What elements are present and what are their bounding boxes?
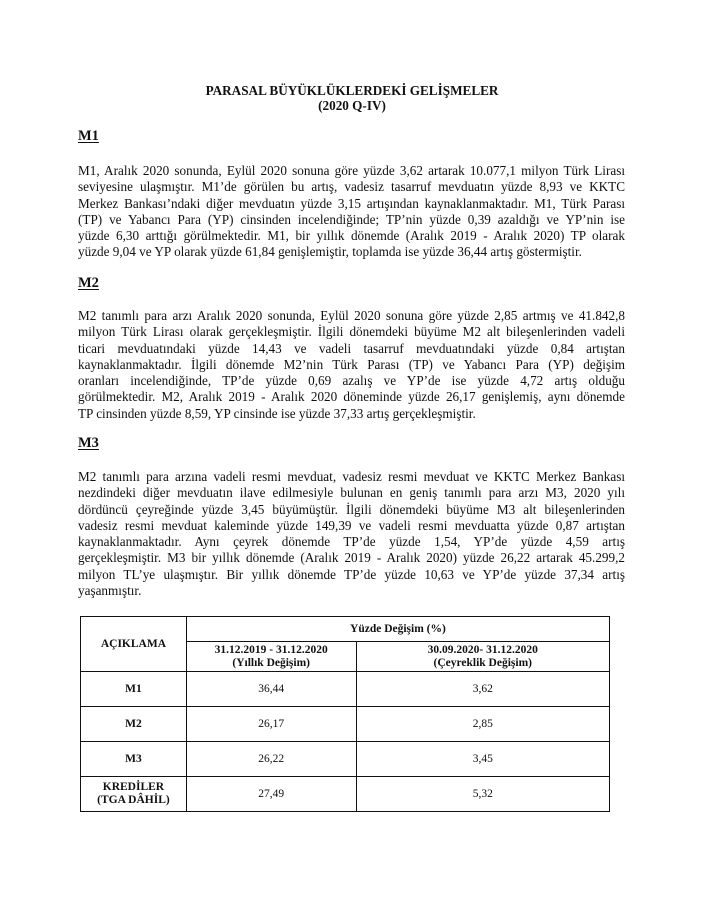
section-body-m3 (78, 469, 625, 599)
column-header-description: AÇIKLAMA (81, 617, 187, 672)
title-period: (2020 Q-IV) (318, 98, 386, 113)
section-body-m1 (78, 163, 625, 261)
quarterly-note: (Çeyreklik Değişim) (433, 656, 532, 669)
text-line: gerçekleşmiştir. M3 bir yıllık dönemde (Aralık 2019 - Aralık 2020) yüzde 26,22 artarak 45.299,2 (78, 550, 625, 566)
section-heading-m3: M3 (78, 435, 99, 451)
text-line: görülmektedir. M2, Aralık 2019 - Aralık 2020 döneminde yüzde 26,17 genişlemiş, aynı dönemde (78, 389, 625, 405)
table-row-m2 (81, 707, 610, 742)
percentage-change-table (80, 616, 610, 812)
row-label: M1 (81, 672, 187, 707)
quarterly-range: 30.09.2020- 31.12.2020 (427, 643, 538, 656)
text-line: yüzde 6,30 arttığı görülmektedir. M1, bir yıllık dönemde (Aralık 2019 - Aralık 2020) TP olarak (78, 228, 625, 244)
text-line: vadesiz resmi mevduat kaleminde yüzde 149,39 ve vadeli resmi mevduatta yüzde 0,87 artıştan (78, 517, 625, 533)
text-line: milyon TL’ye ulaşmıştır. Bir yıllık dönemde TP’de yüzde 10,63 ve YP’de yüzde 37,34 artış (78, 566, 625, 582)
quarterly-value: 3,45 (356, 742, 609, 777)
text-line: yaşanmıştır. (78, 583, 142, 599)
table-header-row (81, 617, 610, 642)
quarterly-value: 3,62 (356, 672, 609, 707)
section-heading-m2: M2 (78, 275, 99, 291)
document-title (0, 83, 704, 113)
text-line: kaynaklanmaktadır. İlgili dönemde M2’nin Türk Parası (TP) ve Yabancı Para (YP) değişim (78, 356, 625, 372)
yearly-value: 26,22 (186, 742, 356, 777)
text-line: TP cinsinden yüzde 8,59, YP cinsinde ise yüzde 37,33 artış gerçekleşmiştir. (78, 405, 476, 421)
section-body-m2 (78, 308, 625, 422)
text-line: M2 tanımlı para arzına vadeli resmi mevduat, vadesiz resmi mevduat ve KKTC Merkez Bankası (78, 469, 625, 484)
text-line: seviyesine ulaşmıştır. M1’de görülen bu artış, vadesiz tasarruf mevduatın yüzde 8,93 ve KKTC (78, 179, 625, 195)
row-label-line2: (TGA DÂHİL) (97, 794, 170, 806)
quarterly-value: 5,32 (356, 777, 609, 812)
text-line: dördüncü çeyreğinde yüzde 3,45 büyümüştür. İlgili dönemdeki büyüme M3 alt bileşenlerinden (78, 501, 625, 517)
text-line: (TP) ve Yabancı Para (YP) cinsinden incelendiğinde; TP’nin yüzde 0,39 azaldığı ve YP’nin ise (78, 211, 625, 227)
text-line: Merkez Bankası’ndaki diğer mevduatın yüzde 3,15 artışından kaynaklanmaktadır. M1, Türk Parası (78, 195, 625, 211)
yearly-value: 26,17 (186, 707, 356, 742)
text-line: yüzde 9,04 ve YP olarak yüzde 61,84 genişlemiştir, toplamda ise yüzde 36,44 artış göstermiştir. (78, 244, 582, 260)
text-line: milyon Türk Lirası olarak gerçekleşmiştir. İlgili dönemdeki büyüme M2 alt bileşenlerinden vadeli (78, 324, 625, 340)
text-line: nezdindeki diğer mevduatın ilave edilmesiyle bulunan en geniş tanımlı para arzı M3, 2020 yılı (78, 485, 625, 501)
row-label: M3 (81, 742, 187, 777)
row-label: M2 (81, 707, 187, 742)
title-main: PARASAL BÜYÜKLÜKLERDEKİ GELİŞMELER (205, 83, 499, 98)
text-line: ticari mevduatındaki yüzde 14,43 ve vadeli tasarruf mevduatındaki yüzde 0,84 artıştan (78, 340, 625, 356)
section-heading-m1: M1 (78, 128, 99, 144)
text-line: M1, Aralık 2020 sonunda, Eylül 2020 sonuna göre yüzde 3,62 artarak 10.077,1 milyon Türk Lirası (78, 163, 625, 178)
quarterly-value: 2,85 (356, 707, 609, 742)
table-row-m1 (81, 672, 610, 707)
row-label-line1: KREDİLER (102, 781, 165, 793)
column-group-header-percent-change: Yüzde Değişim (%) (186, 617, 609, 642)
yearly-value: 36,44 (186, 672, 356, 707)
column-header-quarterly (356, 642, 609, 672)
row-label (81, 777, 187, 812)
table-row-m3 (81, 742, 610, 777)
text-line: kaynaklanmaktadır. Aynı çeyrek dönemde TP’de yüzde 1,54, YP’de yüzde 4,59 artış (78, 534, 625, 550)
yearly-range: 31.12.2019 - 31.12.2020 (214, 643, 328, 656)
text-line: M2 tanımlı para arzı Aralık 2020 sonunda, Eylül 2020 sonuna göre yüzde 2,85 artmış ve 41.842,8 (78, 308, 625, 323)
yearly-value: 27,49 (186, 777, 356, 812)
text-line: oranları incelendiğinde, TP’de yüzde 0,69 azalış ve YP’de ise yüzde 4,72 artış olduğu (78, 373, 625, 389)
column-header-yearly (186, 642, 356, 672)
table-row-credits (81, 777, 610, 812)
yearly-note: (Yıllık Değişim) (232, 656, 311, 669)
